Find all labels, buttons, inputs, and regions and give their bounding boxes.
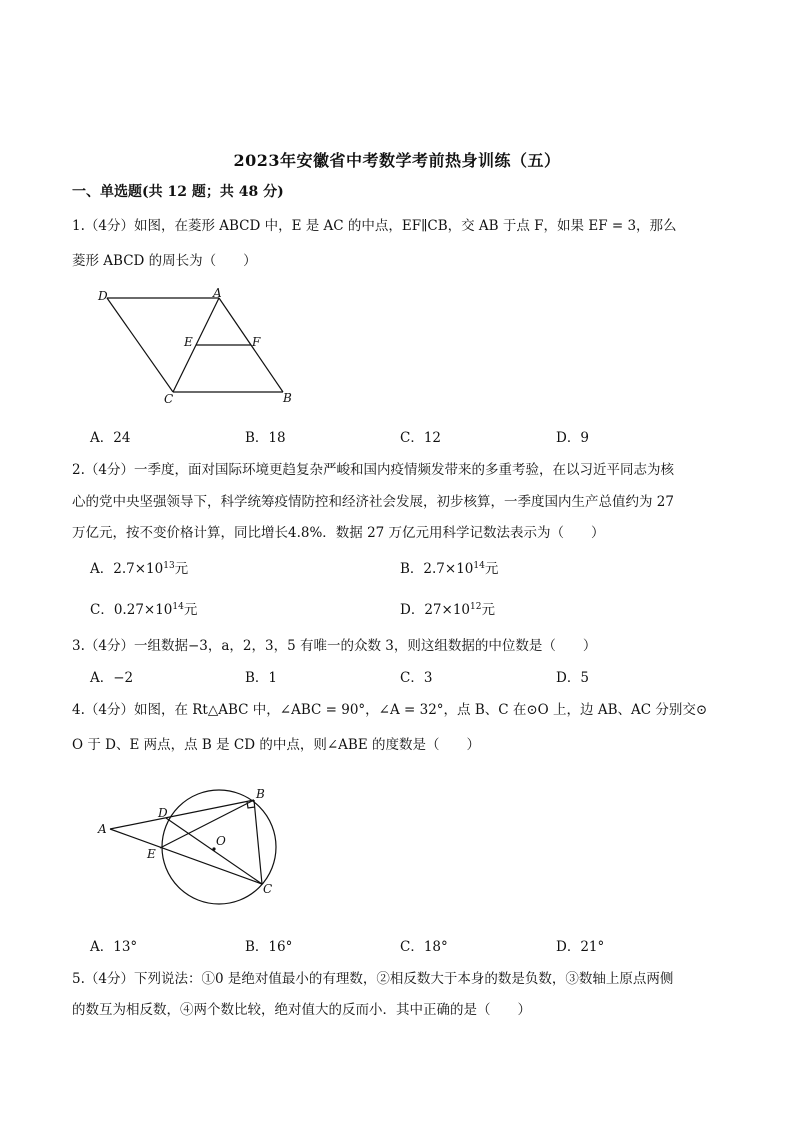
label-A: A <box>213 286 222 300</box>
q1-option-b[interactable]: B．18 <box>245 430 286 446</box>
label-E: E <box>147 847 156 861</box>
label-O: O <box>216 834 226 848</box>
q2-option-a[interactable]: A．$2.7\times 10^{13}$元 <box>90 561 189 577</box>
q1-line2: 菱形 ABCD 的周长为（ ） <box>72 253 257 269</box>
segment-BC <box>254 800 262 884</box>
q2-option-d[interactable]: D．$27\times 10^{12}$元 <box>400 602 495 618</box>
q2-line1: 2.（4分）一季度，面对国际环境更趋复杂严峻和国内疫情频发带来的多重考验，在以习近平同志为核 <box>72 462 674 478</box>
label-C: C <box>263 882 273 896</box>
q3-option-d[interactable]: D．5 <box>556 670 589 686</box>
label-A: A <box>98 822 107 836</box>
label-E: E <box>184 335 193 349</box>
q3-option-c[interactable]: C．3 <box>400 670 433 686</box>
segment-DC <box>166 818 262 884</box>
q3-option-b[interactable]: B．1 <box>245 670 278 686</box>
q2-line2: 心的党中央坚强领导下，科学统筹疫情防控和经济社会发展，初步核算，一季度国内生产总值约为 27 <box>72 494 674 510</box>
q4-option-b[interactable]: B．16° <box>245 939 293 955</box>
label-F: F <box>252 335 261 349</box>
q1-line1: 1.（4分）如图，在菱形 ABCD 中，E 是 AC 的中点，EF∥CB，交 AB 于点 F，如果 EF = 3，那么 <box>72 218 677 234</box>
edge-CD <box>107 298 173 392</box>
q1-option-c[interactable]: C．12 <box>400 430 442 446</box>
label-B: B <box>256 787 265 801</box>
q3-line1: 3.（4分）一组数据−3，a，2，3，5 有唯一的众数 3，则这组数据的中位数是（ ） <box>72 638 597 654</box>
label-D: D <box>98 289 108 303</box>
label-D: D <box>158 806 168 820</box>
q4-line1: 4.（4分）如图，在 Rt△ABC 中，∠ABC = 90°，∠A = 32°，点 B、C 在⊙O 上，边 AB、AC 分别交⊙ <box>72 702 708 718</box>
label-B: B <box>283 391 292 405</box>
q2-line3: 万亿元，按不变价格计算，同比增长4.8%．数据 27 万亿元用科学记数法表示为（ ） <box>72 525 605 541</box>
q1-option-d[interactable]: D．9 <box>556 430 589 446</box>
q2-option-c[interactable]: C．$0.27\times 10^{14}$元 <box>90 602 198 618</box>
q4-circle-figure <box>92 785 292 915</box>
q1-option-a[interactable]: A．24 <box>90 430 131 446</box>
q4-line2: O 于 D、E 两点，点 B 是 CD 的中点，则∠ABE 的度数是（ ） <box>72 737 480 753</box>
q5-line1: 5.（4分）下列说法：①0 是绝对值最小的有理数，②相反数大于本身的数是负数，③数轴上原点两侧 <box>72 971 674 987</box>
q4-option-a[interactable]: A．13° <box>90 939 138 955</box>
section-heading: 一、单选题(共 12 题；共 48 分) <box>72 184 284 200</box>
q1-rhombus-figure <box>95 285 305 410</box>
q5-line2: 的数互为相反数，④两个数比较，绝对值大的反而小．其中正确的是（ ） <box>72 1002 531 1018</box>
q4-option-c[interactable]: C．18° <box>400 939 448 955</box>
q2-option-b[interactable]: B．$2.7\times 10^{14}$元 <box>400 561 499 577</box>
segment-AC <box>110 829 262 884</box>
label-C: C <box>164 392 174 406</box>
q4-option-d[interactable]: D．21° <box>556 939 605 955</box>
page-title: 2023年安徽省中考数学考前热身训练（五） <box>233 151 561 170</box>
q3-option-a[interactable]: A．−2 <box>90 670 134 686</box>
